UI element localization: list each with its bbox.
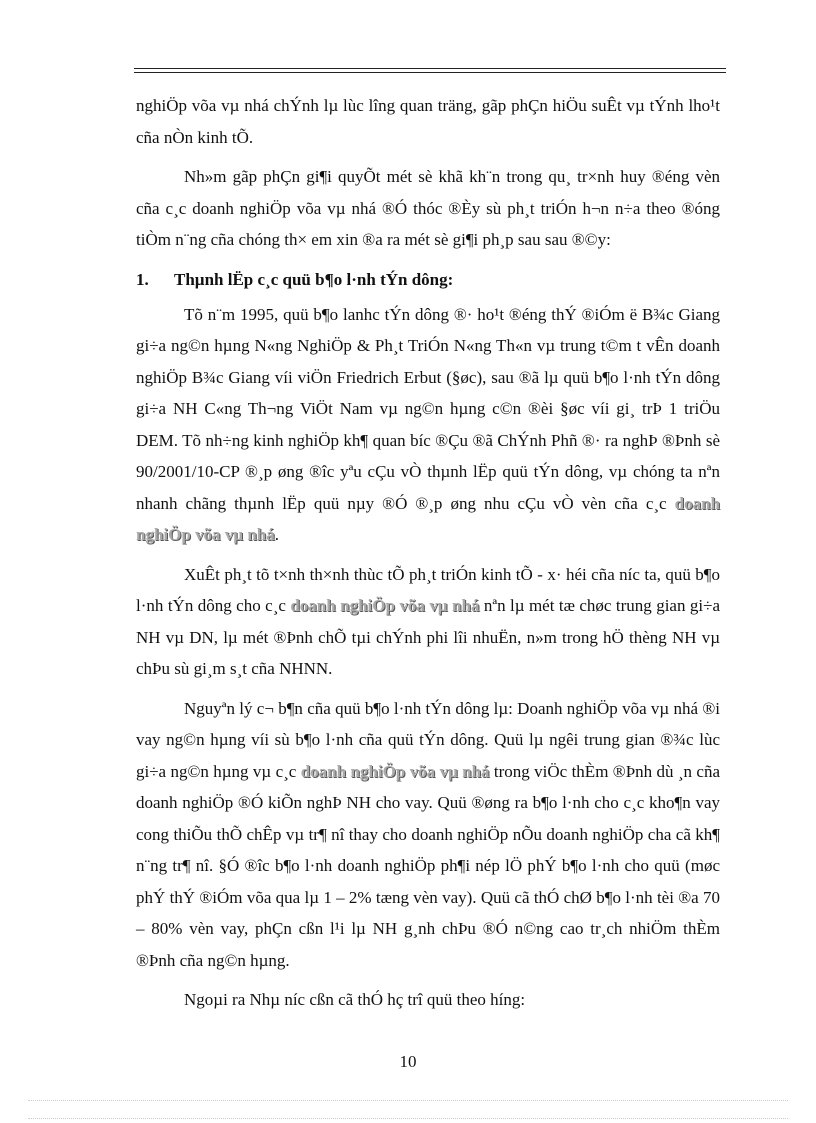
paragraph-4 [136,559,720,685]
header-rule-bottom [134,72,726,73]
paragraph-3-text: Tõ n¨m 1995, quü b¶o lanhc tÝn dông ®· ho¹t ®éng thÝ ®iÓm ë B¾c Giang gi÷a ng©n hµng N«ng NghiÖp & Ph¸t TriÓn N«ng Th«n vµ trung t©m t vÊn doanh nghiÖp B¾c Giang víi viÖn Friedrich Erbut (§øc), sau ®ã lµ quü b¶o l·nh tÝn dông gi÷a NH C«ng Th¬ng ViÖt Nam vµ ng©n hµng c©n ®èi §øc víi gi¸ trÞ 1 triÖu DEM. Tõ nh÷ng kinh nghiÖp kh¶ quan bíc ®Çu ®ã ChÝnh Phñ ®· ra nghÞ ®Þnh sè 90/2001/10-CP ®¸p øng ®îc yªu cÇu vÒ thµnh lËp quü tÝn dông, vµ chóng ta nªn nhanh chãng thµnh lËp quü nµy ®Ó ®¸p øng nhu cÇu vÒ vèn cña c¸c [136,304,720,513]
header-rule-top [134,68,726,69]
page-number: 10 [399,1052,417,1071]
shadow-text: doanh nghiÖp võa vµ nhá [290,596,480,615]
page-body [136,90,720,1024]
paragraph-5 [136,693,720,977]
paragraph-2: Nh»m gãp phÇn gi¶i quyÕt mét sè khã kh¨n trong qu¸ tr×nh huy ®éng vèn cña c¸c doanh nghiÖp võa vµ nhá ®Ó thóc ®Èy sù ph¸t triÓn h¬n n÷a theo ®óng tiÒm n¨ng cña chóng th× em xin ®a ra mét sè gi¶i ph¸p sau sau ®©y: [136,167,720,249]
heading-number: 1. [136,269,149,289]
paragraph-1: nghiÖp võa vµ nhá chÝnh lµ lùc lîng quan träng, gãp phÇn hiÖu suÊt vµ tÝnh lho¹t cña nÒn kinh tÕ. [136,96,720,147]
paragraph-6: Ngoµi ra Nhµ níc cßn cã thÓ hç trî quü theo híng: [184,990,526,1009]
paragraph-5-end: trong viÖc thÈm ®Þnh dù ¸n cña doanh nghiÖp ®Ó kiÕn nghÞ NH cho vay. Quü ®øng ra b¶o l·nh cho c¸c kho¶n vay cong thiÕu thÕ chÊp vµ tr¶ nî thay cho doanh nghiÖp nÕu doanh nghiÖp cha cã kh¶ n¨ng tr¶ nî. §Ó ®îc b¶o l·nh doanh nghiÖp ph¶i nép lÖ phÝ b¶o l·nh cho quü (møc phÝ thÝ ®iÓm võa qua lµ 1 – 2% tæng vèn vay). Quü cã thÓ chØ b¶o l·nh tèi ®a 70 – 80% vèn vay, phÇn cßn l¹i lµ NH g¸nh chÞu ®Ó n©ng cao tr¸ch nhiÖm thÈm ®Þnh cña ng©n hµng. [136,761,721,970]
shadow-text: doanh nghiÖp võa vµ nhá [136,493,720,544]
shadow-text: doanh nghiÖp võa vµ nhá [300,761,490,781]
section-heading [136,264,720,295]
paragraph-5-start: Nguyªn lý c¬ b¶n cña quü b¶o l·nh tÝn dông lµ: Doanh nghiÖp võa vµ nhá ®i vay ng©n hµng víi sù b¶o l·nh cña quü tÝn dông. Quü lµ ngêi trung gian ®¾c lùc gi÷a ng©n hµng vµ c¸c [136,698,720,781]
footer-dotted-line-bottom [28,1118,788,1119]
paragraph-3-end: . [274,525,280,544]
paragraph-4-start: XuÊt ph¸t tõ t×nh th×nh thùc tÕ ph¸t triÓn kinh tÕ - x· héi cña níc ta, quü b¶o l·nh tÝn dông cho c¸c [136,564,720,615]
heading-text: Thµnh lËp c¸c quü b¶o l·nh tÝn dông: [174,269,454,289]
footer-dotted-line [28,1100,788,1101]
paragraph-4-end: nªn lµ mét tæ chøc trung gian gi÷a NH vµ DN, lµ mét ®Þnh chÕ tµi chÝnh phi lîi nhuËn, n»m trong hÖ thèng NH vµ chÞu sù gi¸m s¸t cña NHNN. [136,596,721,678]
paragraph-3 [136,299,720,551]
